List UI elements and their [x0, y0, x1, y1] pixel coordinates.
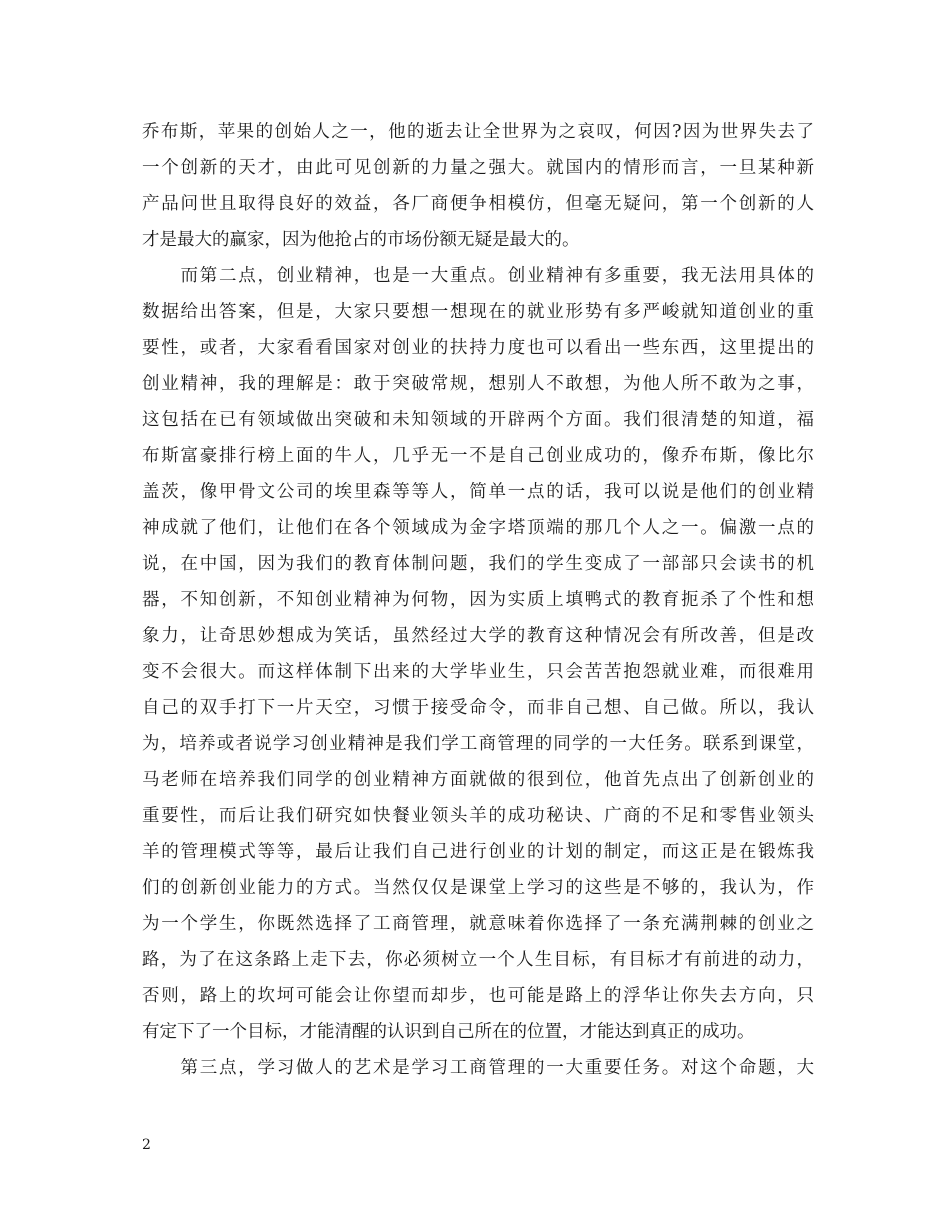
text-line: 说，在中国，因为我们的教育体制问题，我们的学生变成了一部部只会读书的机: [142, 554, 814, 574]
text-line: 而第二点，创业精神，也是一大重点。创业精神有多重要，我无法用具体的: [142, 266, 814, 286]
text-line: 羊的管理模式等等，最后让我们自己进行创业的计划的制定，而这正是在锻炼我: [142, 842, 814, 862]
text-line: 神成就了他们，让他们在各个领域成为金字塔顶端的那几个人之一。偏激一点的: [142, 518, 814, 538]
text-line: 一个创新的天才，由此可见创新的力量之强大。就国内的情形而言，一旦某种新: [142, 158, 814, 178]
text-line: 创业精神，我的理解是：敢于突破常规，想别人不敢想，为他人所不敢为之事，: [142, 374, 814, 394]
text-line: 否则，路上的坎坷可能会让你望而却步，也可能是路上的浮华让你失去方向，只: [142, 986, 814, 1006]
text-line: 才是最大的赢家，因为他抢占的市场份额无疑是最大的。: [142, 230, 580, 250]
text-line: 乔布斯，苹果的创始人之一，他的逝去让全世界为之哀叹，何因?因为世界失去了: [142, 122, 814, 142]
body-text: [142, 114, 814, 1086]
text-line: 象力，让奇思妙想成为笑话，虽然经过大学的教育这种情况会有所改善，但是改: [142, 626, 814, 646]
paragraph-1: [142, 114, 814, 258]
text-line: 为，培养或者说学习创业精神是我们学工商管理的同学的一大任务。联系到课堂，: [142, 734, 814, 754]
text-line: 第三点，学习做人的艺术是学习工商管理的一大重要任务。对这个命题，大: [142, 1058, 814, 1078]
text-line: 自己的双手打下一片天空，习惯于接受命令，而非自己想、自己做。所以，我认: [142, 698, 814, 718]
page-number: 2: [142, 1137, 151, 1153]
text-line: 产品问世且取得良好的效益，各厂商便争相模仿，但毫无疑问，第一个创新的人: [142, 194, 814, 214]
text-line: 变不会很大。而这样体制下出来的大学毕业生，只会苦苦抱怨就业难，而很难用: [142, 662, 814, 682]
text-line: 们的创新创业能力的方式。当然仅仅是课堂上学习的这些是不够的，我认为，作: [142, 878, 814, 898]
paragraph-2: [142, 258, 814, 1050]
text-line: 路，为了在这条路上走下去，你必须树立一个人生目标，有目标才有前进的动力，: [142, 950, 814, 970]
text-line: 布斯富豪排行榜上面的牛人，几乎无一不是自己创业成功的，像乔布斯，像比尔: [142, 446, 814, 466]
text-line: 要性，或者，大家看看国家对创业的扶持力度也可以看出一些东西，这里提出的: [142, 338, 814, 358]
text-line: 这包括在已有领域做出突破和未知领域的开辟两个方面。我们很清楚的知道，福: [142, 410, 814, 430]
text-line: 数据给出答案，但是，大家只要想一想现在的就业形势有多严峻就知道创业的重: [142, 302, 814, 322]
text-line: 盖茨，像甲骨文公司的埃里森等等人，简单一点的话，我可以说是他们的创业精: [142, 482, 814, 502]
text-line: 器，不知创新，不知创业精神为何物，因为实质上填鸭式的教育扼杀了个性和想: [142, 590, 814, 610]
text-line: 为一个学生，你既然选择了工商管理，就意味着你选择了一条充满荆棘的创业之: [142, 914, 814, 934]
paragraph-3: [142, 1050, 814, 1086]
text-line: 重要性，而后让我们研究如快餐业领头羊的成功秘诀、广商的不足和零售业领头: [142, 806, 814, 826]
text-line: 马老师在培养我们同学的创业精神方面就做的很到位，他首先点出了创新创业的: [142, 770, 814, 790]
text-line: 有定下了一个目标，才能清醒的认识到自己所在的位置，才能达到真正的成功。: [142, 1022, 755, 1042]
